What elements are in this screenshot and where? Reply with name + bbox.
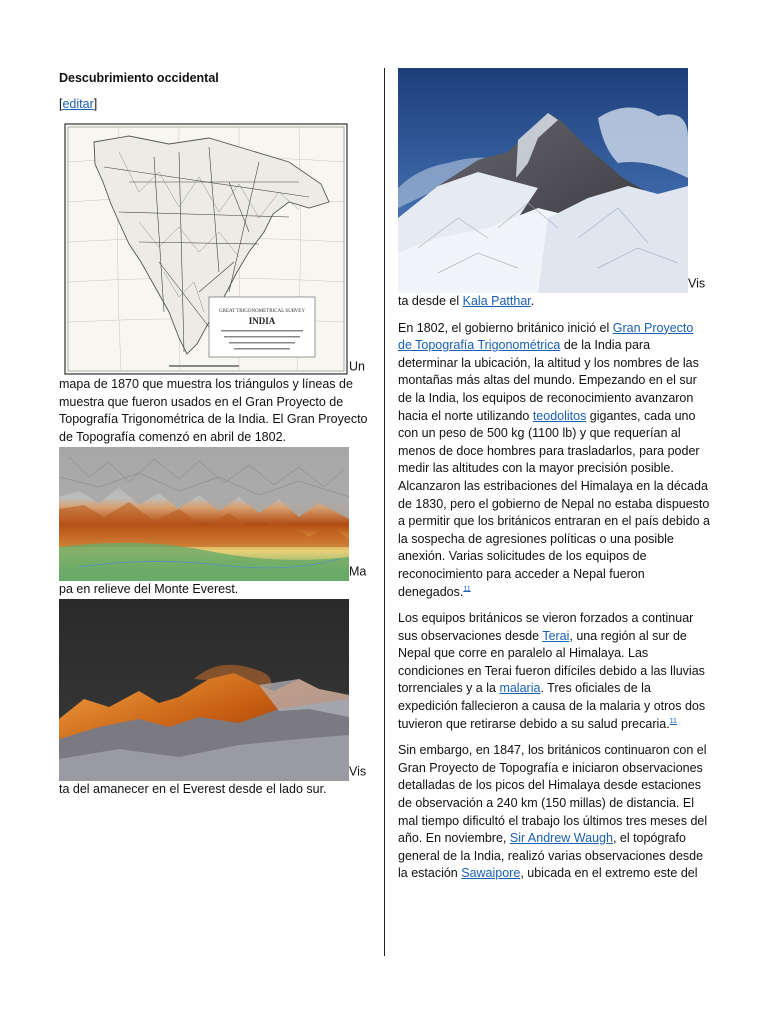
everest-kala-patthar-image[interactable] xyxy=(398,68,688,293)
figure-3-caption-start: Vis xyxy=(349,764,367,779)
figure-2-caption: pa en relieve del Monte Everest. xyxy=(59,581,239,596)
india-survey-map-image[interactable] xyxy=(59,122,349,376)
figure-1-caption: mapa de 1870 que muestra los triángulos y líneas de muestra que fueron usados en el Gran Proyecto de Topografía Trigonométrica de la India. El Gran Proyecto de Topografía comenzó en abril de 1802. xyxy=(59,377,368,444)
column-divider xyxy=(384,68,385,956)
terai-link[interactable]: Terai xyxy=(542,628,570,643)
sawaipore-link[interactable]: Sawaipore xyxy=(461,866,521,881)
paragraph-3: Sin embargo, en 1847, los británicos continuaron con el Gran Proyecto de Topografía e iniciaron observaciones detalladas de los picos del Himalaya desde estaciones de observación a 240 km (150 millas) de distancia. El mal tiempo dificultó el trabajo los últimos tres meses del año. En noviembre, Sir Andrew Waugh, el topógrafo general de la India, realizó varias observaciones desde la estación Sawaipore, ubicada en el extremo este del xyxy=(398,743,708,881)
map-title: INDIA xyxy=(248,316,276,327)
paragraph-2: Los equipos británicos se vieron forzados a continuar sus observaciones desde Terai, una región al sur de Nepal que corre en paralelo al Himalaya. Las condiciones en Terai fueron difíciles debido a las lluvias torrenciales y a la malaria. Tres oficiales de la expedición fallecieron a causa de la malaria y otros dos tuvieron que retirarse debido a su salud precaria.$^{11}$ xyxy=(398,611,706,731)
gran-proyecto-link[interactable]: Gran Proyecto de Topografía Trigonométrica xyxy=(398,320,694,353)
reference-11[interactable]: 11 xyxy=(463,585,471,593)
figure-3-caption: ta del amanecer en el Everest desde el lado sur. xyxy=(59,782,327,797)
andrew-waugh-link[interactable]: Sir Andrew Waugh xyxy=(509,831,613,846)
figure-kala-patthar xyxy=(398,68,710,311)
figure-2-caption-start: Ma xyxy=(349,563,367,578)
figure-india-map xyxy=(59,122,369,446)
figure-4-caption: ta desde el Kala Patthar. xyxy=(398,294,535,308)
left-column xyxy=(59,70,369,799)
figure-relief-map xyxy=(59,447,369,599)
everest-relief-map-image[interactable] xyxy=(59,447,349,581)
edit-link[interactable]: editar xyxy=(62,96,94,111)
edit-section: [editar] xyxy=(59,96,98,111)
right-column xyxy=(398,68,710,892)
figure-4-caption-start: Vis xyxy=(688,276,706,291)
map-subtitle: GREAT TRIGONOMETRICAL SURVEY xyxy=(219,309,305,315)
malaria-link[interactable]: malaria xyxy=(499,681,541,696)
teodolitos-link[interactable]: teodolitos xyxy=(532,408,587,423)
paragraph-1: En 1802, el gobierno británico inició el Gran Proyecto de Topografía Trigonométrica de la India para determinar la ubicación, la altitud y los nombres de las montañas más altas del mundo. Empezando en el sur de la India, los equipos de reconocimiento avanzaron hacia el norte utilizando teodolitos gigantes, cada uno con un peso de 500 kg (1100 lb) y que requerían al menos de doce hombres para trasladarlos, para poder medir las altitudes con la mayor precisión posible. Alcanzaron las estribaciones del Himalaya en la década de 1830, pero el gobierno de Nepal no estaba dispuesto a permitir que los británicos entraran en el país debido a la sospecha de agresiones políticas o una posible anexión. Varias solicitudes de los equipos de reconocimiento para acceder a Nepal fueron denegados.$^{11}$ xyxy=(398,320,710,599)
figure-1-caption-start: Un xyxy=(349,359,365,374)
figure-everest-sunrise xyxy=(59,599,369,799)
kala-patthar-link[interactable]: Kala Patthar xyxy=(462,294,531,308)
everest-sunrise-image[interactable] xyxy=(59,599,349,781)
reference-11b[interactable]: 11 xyxy=(669,717,677,725)
section-heading: Descubrimiento occidental xyxy=(59,71,219,85)
